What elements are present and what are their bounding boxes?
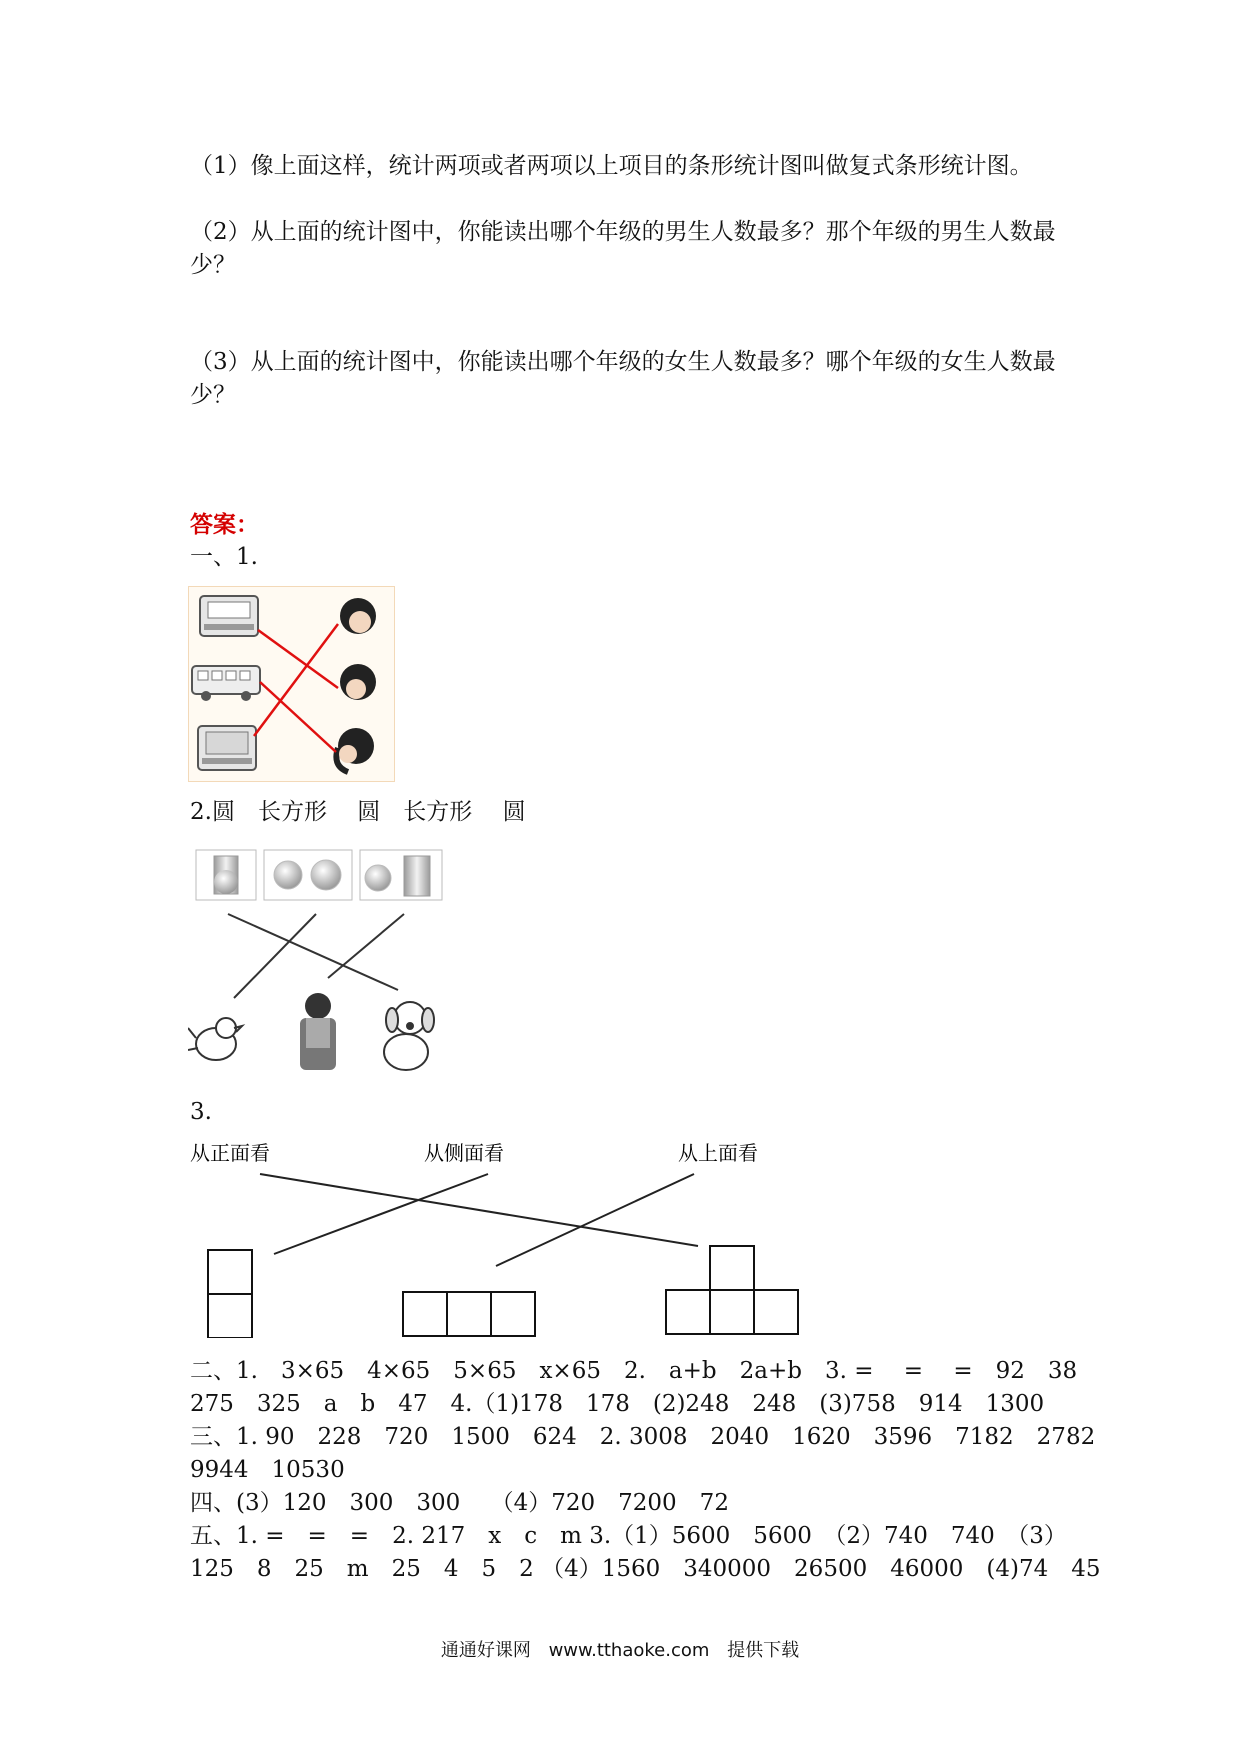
page-footer bbox=[0, 1636, 1240, 1662]
figure-views bbox=[188, 1138, 808, 1338]
answer-section-1-q2: 2.圆 长方形 圆 长方形 圆 bbox=[190, 799, 526, 825]
label-top-view: 从上面看 bbox=[678, 1141, 758, 1165]
footer-site-name: 通通好课网 bbox=[440, 1640, 531, 1661]
answer-line-3: 三、1. 90 228 720 1500 624 2. 3008 2040 1620 3596 7182 2782 bbox=[190, 1424, 1096, 1450]
footer-suffix: 提供下载 bbox=[727, 1640, 800, 1661]
boy-head-icon bbox=[340, 598, 376, 634]
answer-line-4: 9944 10530 bbox=[190, 1457, 345, 1483]
answer-line-2: 275 325 a b 47 4.（1)178 178 (2)248 248 (3)758 914 1300 bbox=[190, 1391, 1045, 1417]
boy-head-icon bbox=[340, 664, 376, 700]
label-side-view: 从侧面看 bbox=[424, 1141, 504, 1165]
answer-line-6: 五、1. = = = 2. 217 x c m 3.（1）5600 5600 （2）740 740 （3） bbox=[190, 1523, 1067, 1549]
dog-icon bbox=[384, 1002, 434, 1070]
bird-icon bbox=[188, 1018, 242, 1060]
answer-line-7: 125 8 25 m 25 4 5 2 （4）1560 340000 26500 46000 (4)74 45 bbox=[190, 1556, 1101, 1582]
question-1: （1）像上面这样，统计两项或者两项以上项目的条形统计图叫做复式条形统计图。 bbox=[190, 153, 1033, 179]
figure-matching-2 bbox=[188, 848, 448, 1076]
girl-figure-icon bbox=[300, 993, 336, 1070]
radio-icon bbox=[200, 596, 258, 636]
figure-matching-1 bbox=[188, 586, 396, 782]
footer-url[interactable]: www.tthaoke.com bbox=[548, 1640, 710, 1661]
answer-section-1-q3: 3. bbox=[190, 1099, 212, 1125]
answer-line-5: 四、(3）120 300 300 （4）720 7200 72 bbox=[190, 1490, 729, 1516]
label-front-view: 从正面看 bbox=[190, 1141, 270, 1165]
answers-title: 答案： bbox=[190, 511, 259, 538]
answer-section-1-q1: 一、1. bbox=[190, 544, 258, 570]
answer-line-1: 二、1. 3×65 4×65 5×65 x×65 2. a+b 2a+b 3. = = = 92 38 bbox=[190, 1358, 1078, 1384]
question-2: （2）从上面的统计图中，你能读出哪个年级的男生人数最多？那个年级的男生人数最少？ bbox=[190, 219, 1056, 278]
question-3: （3）从上面的统计图中，你能读出哪个年级的女生人数最多？哪个年级的女生人数最少？ bbox=[190, 349, 1056, 408]
tv-icon bbox=[198, 726, 256, 770]
